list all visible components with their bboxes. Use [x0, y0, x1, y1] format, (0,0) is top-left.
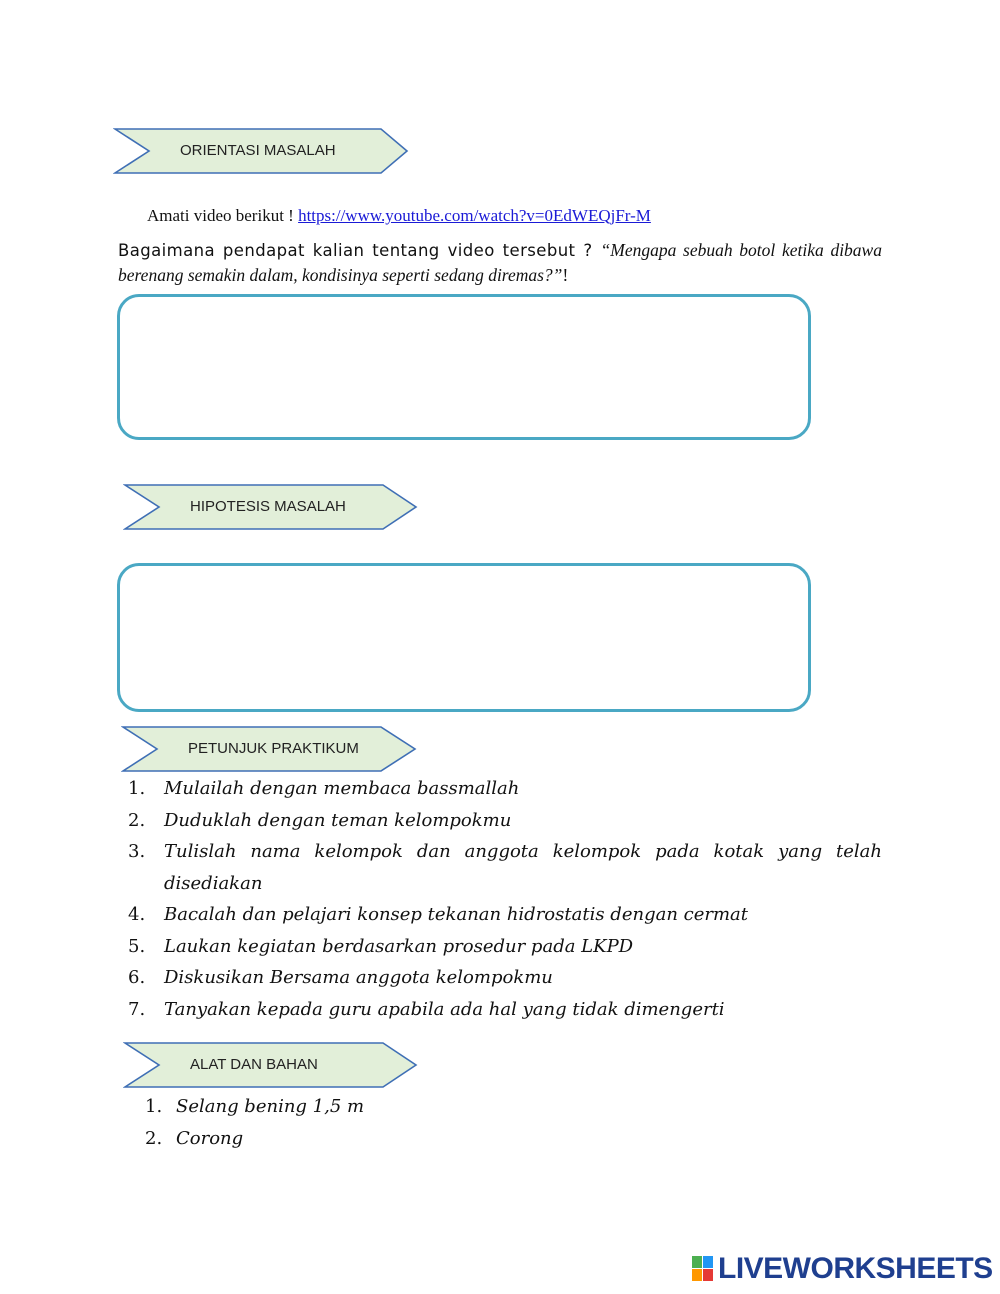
list-item [118, 962, 882, 994]
list-item [145, 1091, 364, 1123]
item-text: Bacalah dan pelajari konsep tekanan hidrostatis dengan cermat [164, 904, 749, 925]
item-text: Tulislah nama kelompok dan anggota kelompok pada kotak yang telah disediakan [164, 841, 882, 894]
section-title: PETUNJUK PRAKTIKUM [188, 740, 359, 757]
item-number: 2. [145, 1127, 163, 1149]
item-text: Corong [176, 1127, 244, 1149]
brand-name: LIVEWORKSHEETS [718, 1252, 993, 1285]
item-number: 1. [145, 1096, 163, 1117]
item-number: 3. [128, 841, 146, 862]
item-number: 2. [128, 809, 146, 831]
answer-box-hipotesis[interactable] [117, 563, 811, 712]
list-item [118, 805, 882, 837]
section-title: ORIENTASI MASALAH [180, 142, 336, 159]
section-banner-hipotesis [123, 484, 423, 530]
question-quote: “Mengapa sebuah botol ketika dibawa berenang semakin dalam, kondisinya seperti sedang diremas?” [118, 240, 882, 285]
item-text: Mulailah dengan membaca bassmallah [164, 778, 520, 799]
item-number: 1. [128, 778, 146, 799]
section-banner-alat [123, 1042, 423, 1088]
question-lead: Bagaimana pendapat kalian tentang video tersebut ? [118, 241, 601, 260]
section-title: ALAT DAN BAHAN [190, 1056, 318, 1073]
item-text: Diskusikan Bersama anggota kelompokmu [164, 967, 553, 988]
instruction-list [118, 773, 882, 1025]
liveworksheets-icon [692, 1256, 714, 1282]
item-text: Laukan kegiatan berdasarkan prosedur pada LKPD [164, 935, 634, 957]
item-number: 7. [128, 998, 146, 1020]
intro-line [147, 206, 651, 226]
list-item [118, 931, 882, 963]
intro-text: Amati video berikut ! [147, 206, 299, 225]
item-text: Duduklah dengan teman kelompokmu [164, 809, 512, 831]
section-banner-orientasi [113, 128, 413, 174]
list-item [118, 836, 882, 899]
tools-list [145, 1091, 364, 1154]
item-number: 5. [128, 935, 146, 957]
question-end: ! [562, 265, 569, 285]
list-item [118, 994, 882, 1026]
section-banner-petunjuk [121, 726, 421, 772]
question-paragraph [118, 238, 882, 287]
video-link[interactable]: https://www.youtube.com/watch?v=0EdWEQjFr-M [298, 206, 651, 225]
item-text: Selang bening 1,5 m [176, 1096, 365, 1117]
list-item [145, 1123, 364, 1155]
item-number: 4. [128, 904, 146, 925]
liveworksheets-logo [692, 1252, 993, 1286]
item-text: Tanyakan kepada guru apabila ada hal yang tidak dimengerti [164, 998, 725, 1020]
answer-box-orientasi[interactable] [117, 294, 811, 440]
list-item [118, 899, 882, 931]
list-item [118, 773, 882, 805]
section-title: HIPOTESIS MASALAH [190, 498, 346, 515]
item-number: 6. [128, 967, 146, 988]
